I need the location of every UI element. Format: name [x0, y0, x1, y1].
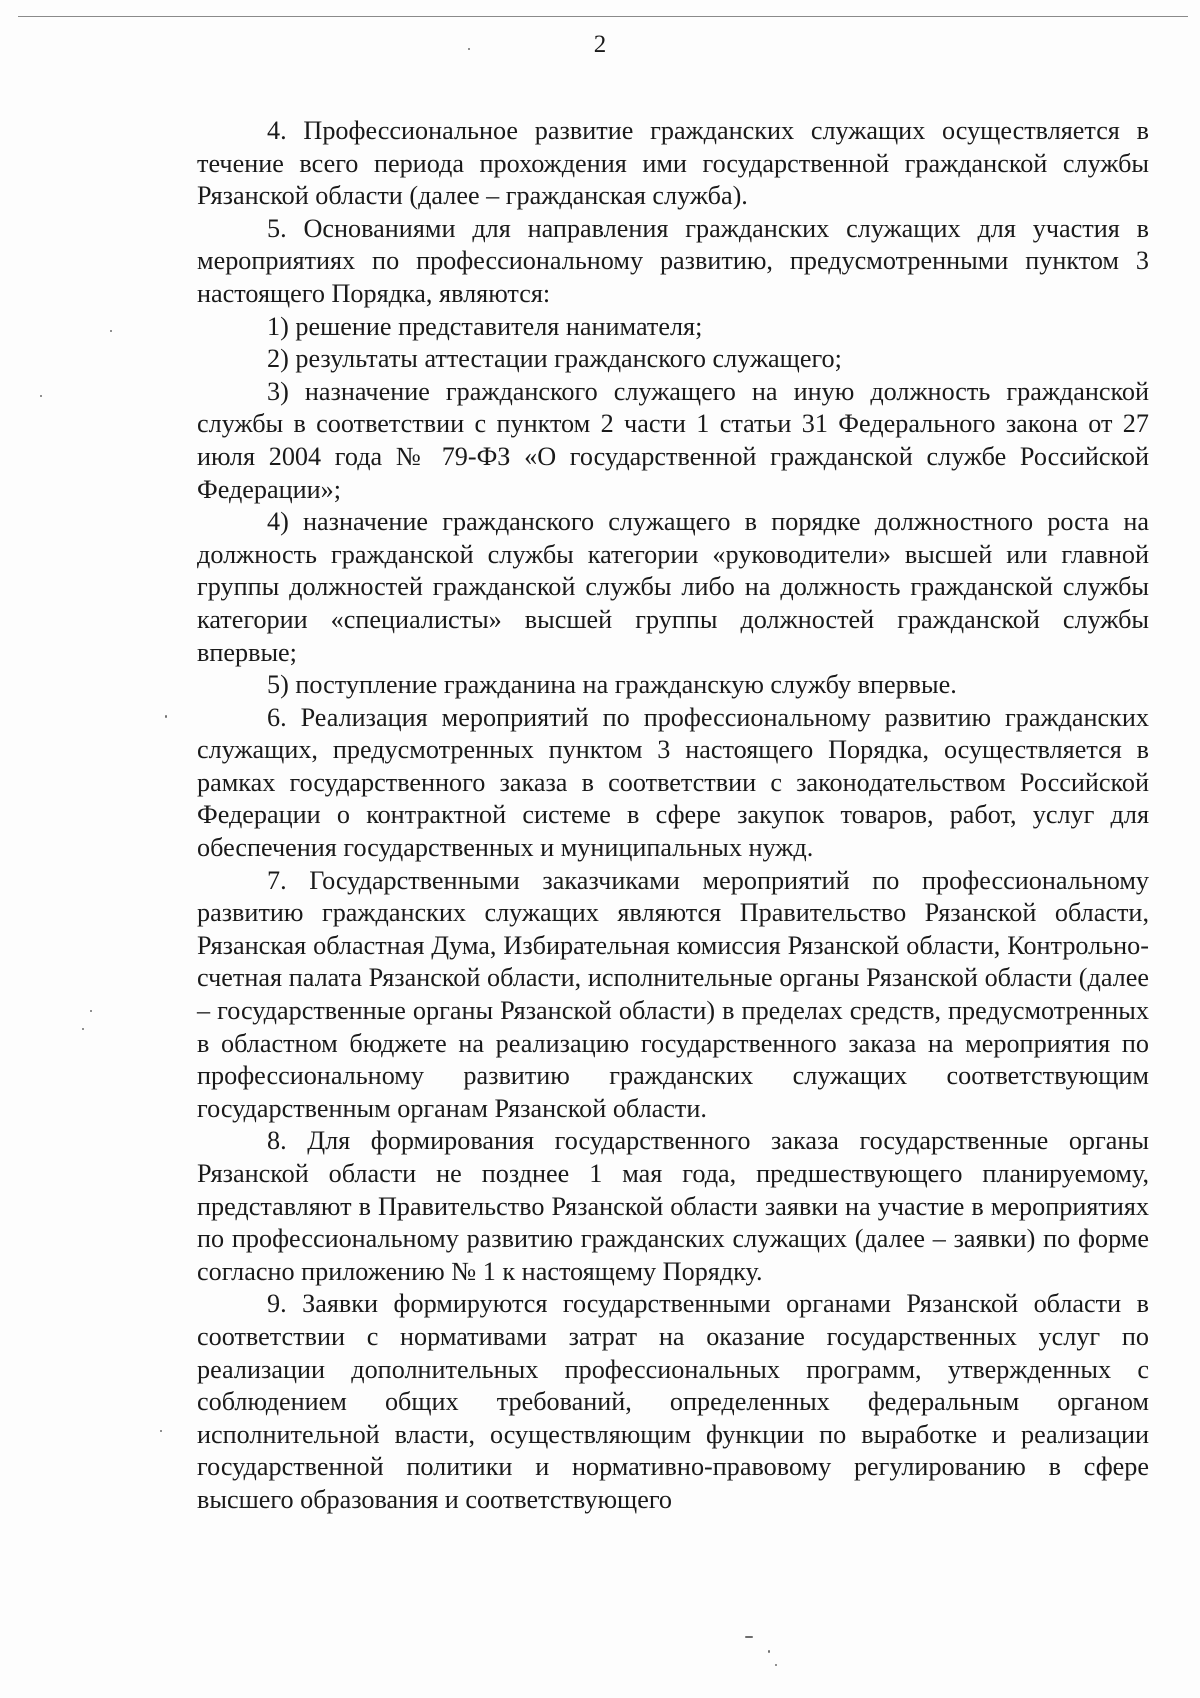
scan-speck — [745, 1636, 753, 1638]
paragraph-5: 5. Основаниями для направления гражданских служащих для участия в мероприятиях по профессиональному развитию, предусмотренными пунктом 3 настоящего Порядка, являются: — [197, 213, 1149, 308]
paragraph-4: 4. Профессиональное развитие гражданских служащих осуществляется в течение всего периода прохождения ими государственной гражданской службы Рязанской области (далее – гражданская служба). — [197, 116, 1149, 211]
scan-speck — [775, 1664, 777, 1666]
scan-speck — [110, 330, 112, 332]
document-body — [197, 115, 1149, 1517]
list-item-1: 1) решение представителя нанимателя; — [267, 311, 703, 341]
page-number: 2 — [593, 31, 607, 58]
paragraph-9: 9. Заявки формируются государственными органами Рязанской области в соответствии с нормативами затрат на оказание государственных услуг по реализации дополнительных профессиональных программ, утвержденных с соблюдением общих требований, определенных федеральным органом исполнительной власти, осуществляющим функции по выработке и реализации государственной политики и нормативно-правовому регулированию в сфере высшего образования и соответствующего — [197, 1289, 1149, 1514]
paragraph-6: 6. Реализация мероприятий по профессиональному развитию гражданских служащих, предусмотренных пунктом 3 настоящего Порядка, осуществляется в рамках государственного заказа в соответствии с законодательством Российской Федерации о контрактной системе в сфере закупок товаров, работ, услуг для обеспечения государственных и муниципальных нужд. — [197, 702, 1149, 863]
scan-speck — [40, 395, 42, 397]
scan-speck — [468, 48, 470, 50]
list-item-2: 2) результаты аттестации гражданского служащего; — [267, 344, 842, 374]
scan-speck — [82, 1028, 84, 1030]
list-item-5: 5) поступление гражданина на гражданскую службу впервые. — [267, 670, 957, 700]
paragraph-8: 8. Для формирования государственного заказа государственные органы Рязанской области не позднее 1 мая года, предшествующего планируемому, представляют в Правительство Рязанской области заявки на участие в мероприятиях по профессиональному развитию гражданских служащих (далее – заявки) по форме согласно приложению № 1 к настоящему Порядку. — [197, 1126, 1149, 1286]
scan-speck — [90, 1010, 92, 1012]
top-border-line — [18, 16, 1188, 17]
scan-speck — [768, 1650, 770, 1653]
scan-speck — [160, 1430, 162, 1432]
scan-speck — [165, 715, 167, 718]
list-item-3: 3) назначение гражданского служащего на иную должность гражданской службы в соответствии с пунктом 2 части 1 статьи 31 Федерального закона от 27 июля 2004 года № 79-ФЗ «О государственной гражданской службе Российской Федерации»; — [197, 376, 1149, 504]
paragraph-7: 7. Государственными заказчиками мероприятий по профессиональному развитию гражданских служащих являются Правительство Рязанской области, Рязанская областная Дума, Избирательная комиссия Рязанской области, Контрольно-счетная палата Рязанской области, исполнительные органы Рязанской области (далее – государственные органы Рязанской области) в пределах средств, предусмотренных в областном бюджете на реализацию государственного заказа на мероприятия по профессиональному развитию гражданских служащих соответствующим государственным органам Рязанской области. — [197, 865, 1149, 1123]
list-item-4: 4) назначение гражданского служащего в порядке должностного роста на должность гражданской службы категории «руководители» высшей или главной группы должностей гражданской службы либо на должность гражданской службы категории «специалисты» высшей группы должностей гражданской службы впервые; — [197, 507, 1149, 667]
